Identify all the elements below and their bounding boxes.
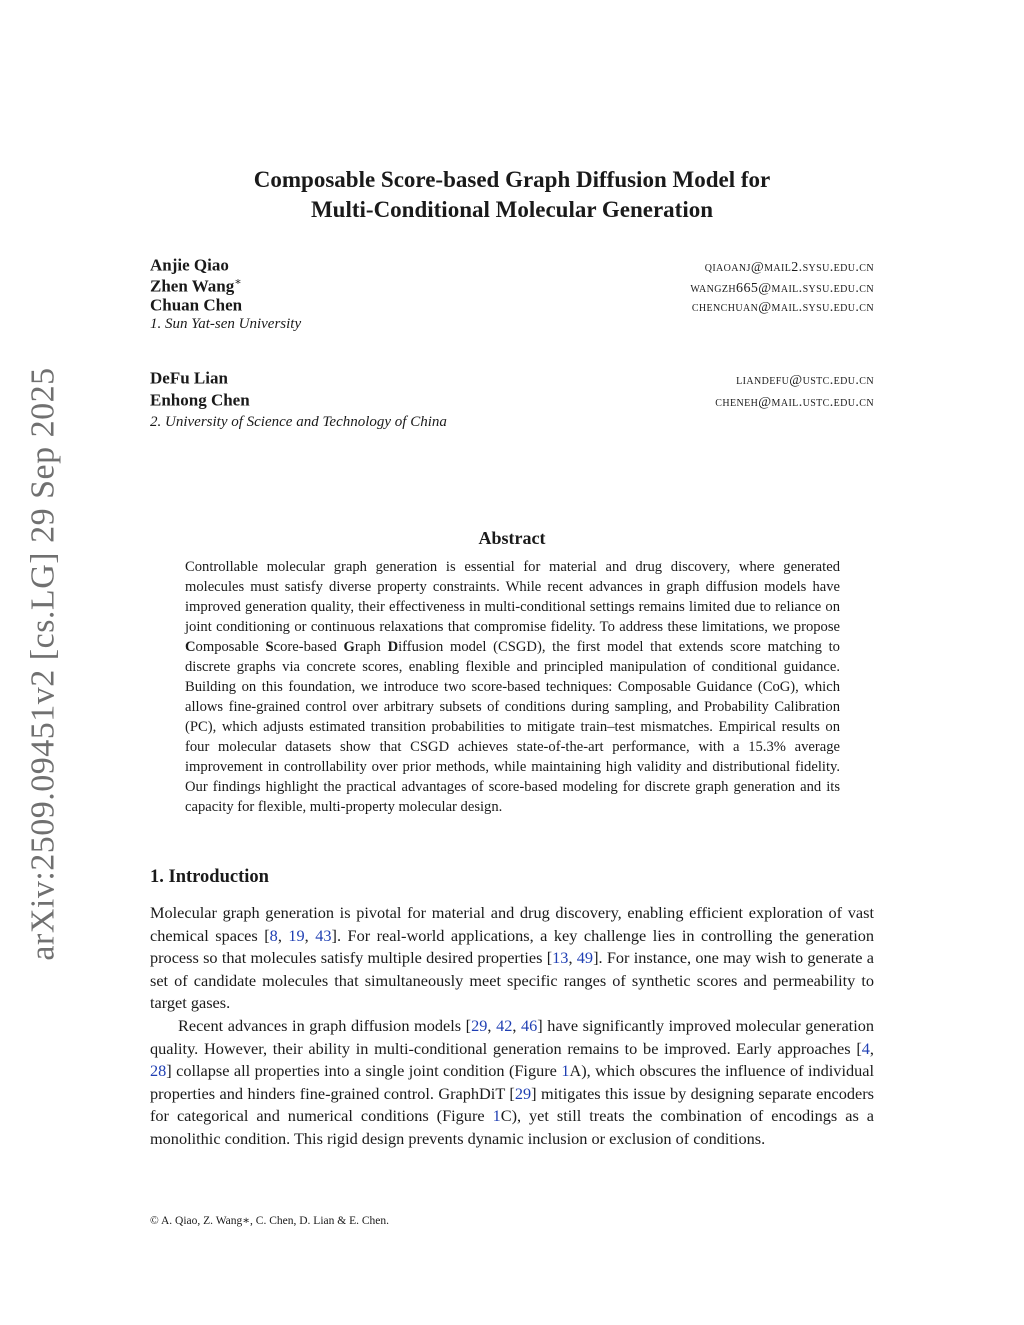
author-row: [150, 295, 874, 315]
citation-link[interactable]: 43: [315, 925, 332, 945]
citation-link[interactable]: 29: [471, 1015, 488, 1035]
affiliation-1: 1. Sun Yat-sen University: [150, 316, 302, 332]
abstract-paragraph: Controllable molecular graph generation is essential for material and drug discovery, where generated molecules must satisfy diverse property constraints. While recent advances in graph diffusion models have improved generation quality, their effectiveness in multi-conditional settings remains limited due to reliance on joint conditioning or continuous relaxations that compromise fidelity. To address these limitations, we propose Composable Score-based Graph Diffusion model (CSGD), the first model that extends score matching to discrete graphs via concrete scores, enabling flexible and principled manipulation of conditional guidance. Building on this foundation, we introduce two score-based techniques: Composable Guidance (CoG), which allows fine-grained control over arbitrary subsets of conditions during sampling, and Probability Calibration (PC), which adjusts estimated transition probabilities to mitigate train–test mismatches. Empirical results on four molecular datasets show that CSGD achieves state-of-the-art performance, with a 15.3% average improvement in controllability over prior methods, while maintaining high validity and distributional fidelity. Our findings highlight the practical advantages of score-based modeling for discrete graph generation and its capacity for flexible, multi-property molecular design.: [185, 559, 840, 815]
author-name: Enhong Chen: [150, 390, 250, 410]
author-row: [150, 275, 874, 295]
author-name: Zhen Wang∗: [150, 276, 242, 296]
citation-link[interactable]: 42: [496, 1015, 513, 1035]
citation-link[interactable]: 28: [150, 1061, 167, 1081]
paper-title: [150, 165, 874, 225]
citation-link[interactable]: 8: [269, 925, 278, 945]
copyright-footer: © A. Qiao, Z. Wang∗, C. Chen, D. Lian & E. Chen.: [150, 1215, 390, 1227]
author-email[interactable]: wangzh665@mail.sysu.edu.cn: [690, 280, 874, 296]
citation-link[interactable]: 4: [861, 1038, 870, 1058]
introduction-body: [150, 902, 874, 1151]
title-line-1: Composable Score-based Graph Diffusion Model for: [253, 167, 771, 192]
author-row: [150, 255, 874, 275]
introduction-paragraph-1: Molecular graph generation is pivotal for material and drug discovery, enabling efficient exploration of vast chemical spaces [8, 19, 43]. For real-world applications, a key challenge lies in controlling the generation process so that molecules satisfy multiple desired properties [13, 49]. For instance, one may wish to generate a set of candidate molecules that simultaneously meet specific ranges of synthetic scores and permeability to target gases.: [150, 903, 875, 1013]
author-name: Anjie Qiao: [150, 255, 229, 275]
abstract-heading: Abstract: [478, 528, 546, 548]
figure-reference-link[interactable]: 1: [492, 1106, 501, 1126]
arxiv-identifier: [18, 367, 70, 961]
author-row: [150, 368, 874, 388]
abstract-body: [185, 557, 840, 817]
arxiv-identifier-text: arXiv:2509.09451v2 [cs.LG] 29 Sep 2025: [25, 367, 62, 961]
author-email[interactable]: cheneh@mail.ustc.edu.cn: [715, 394, 874, 410]
citation-link[interactable]: 29: [514, 1083, 532, 1103]
author-email[interactable]: chenchuan@mail.sysu.edu.cn: [691, 299, 874, 315]
corresponding-author-mark: ∗: [234, 276, 242, 288]
citation-link[interactable]: 19: [288, 925, 305, 945]
title-line-2: Multi-Conditional Molecular Generation: [310, 197, 714, 222]
author-name: DeFu Lian: [150, 368, 228, 388]
author-email[interactable]: qiaoanj@mail2.sysu.edu.cn: [704, 259, 874, 275]
section-heading-introduction: 1. Introduction: [150, 867, 269, 887]
author-row: [150, 390, 874, 410]
author-email[interactable]: liandefu@ustc.edu.cn: [736, 372, 874, 388]
citation-link[interactable]: 46: [521, 1015, 538, 1035]
figure-reference-link[interactable]: 1: [561, 1061, 570, 1081]
introduction-paragraph-2: Recent advances in graph diffusion models [29, 42, 46] have significantly improved molecular generation quality. However, their ability in multi-conditional generation remains to be improved. Early approaches [4, 28] collapse all properties into a single joint condition (Figure 1A), which obscures the influence of individual properties and hinders fine-grained control. GraphDiT [29] mitigates this issue by designing separate encoders for categorical and numerical conditions (Figure 1C), yet still treats the combination of encodings as a monolithic condition. This rigid design prevents dynamic inclusion or exclusion of conditions.: [150, 1015, 875, 1148]
affiliation-2: 2. University of Science and Technology of China: [150, 414, 447, 430]
citation-link[interactable]: 13: [552, 948, 569, 968]
author-name: Chuan Chen: [150, 295, 243, 315]
citation-link[interactable]: 49: [576, 948, 594, 968]
